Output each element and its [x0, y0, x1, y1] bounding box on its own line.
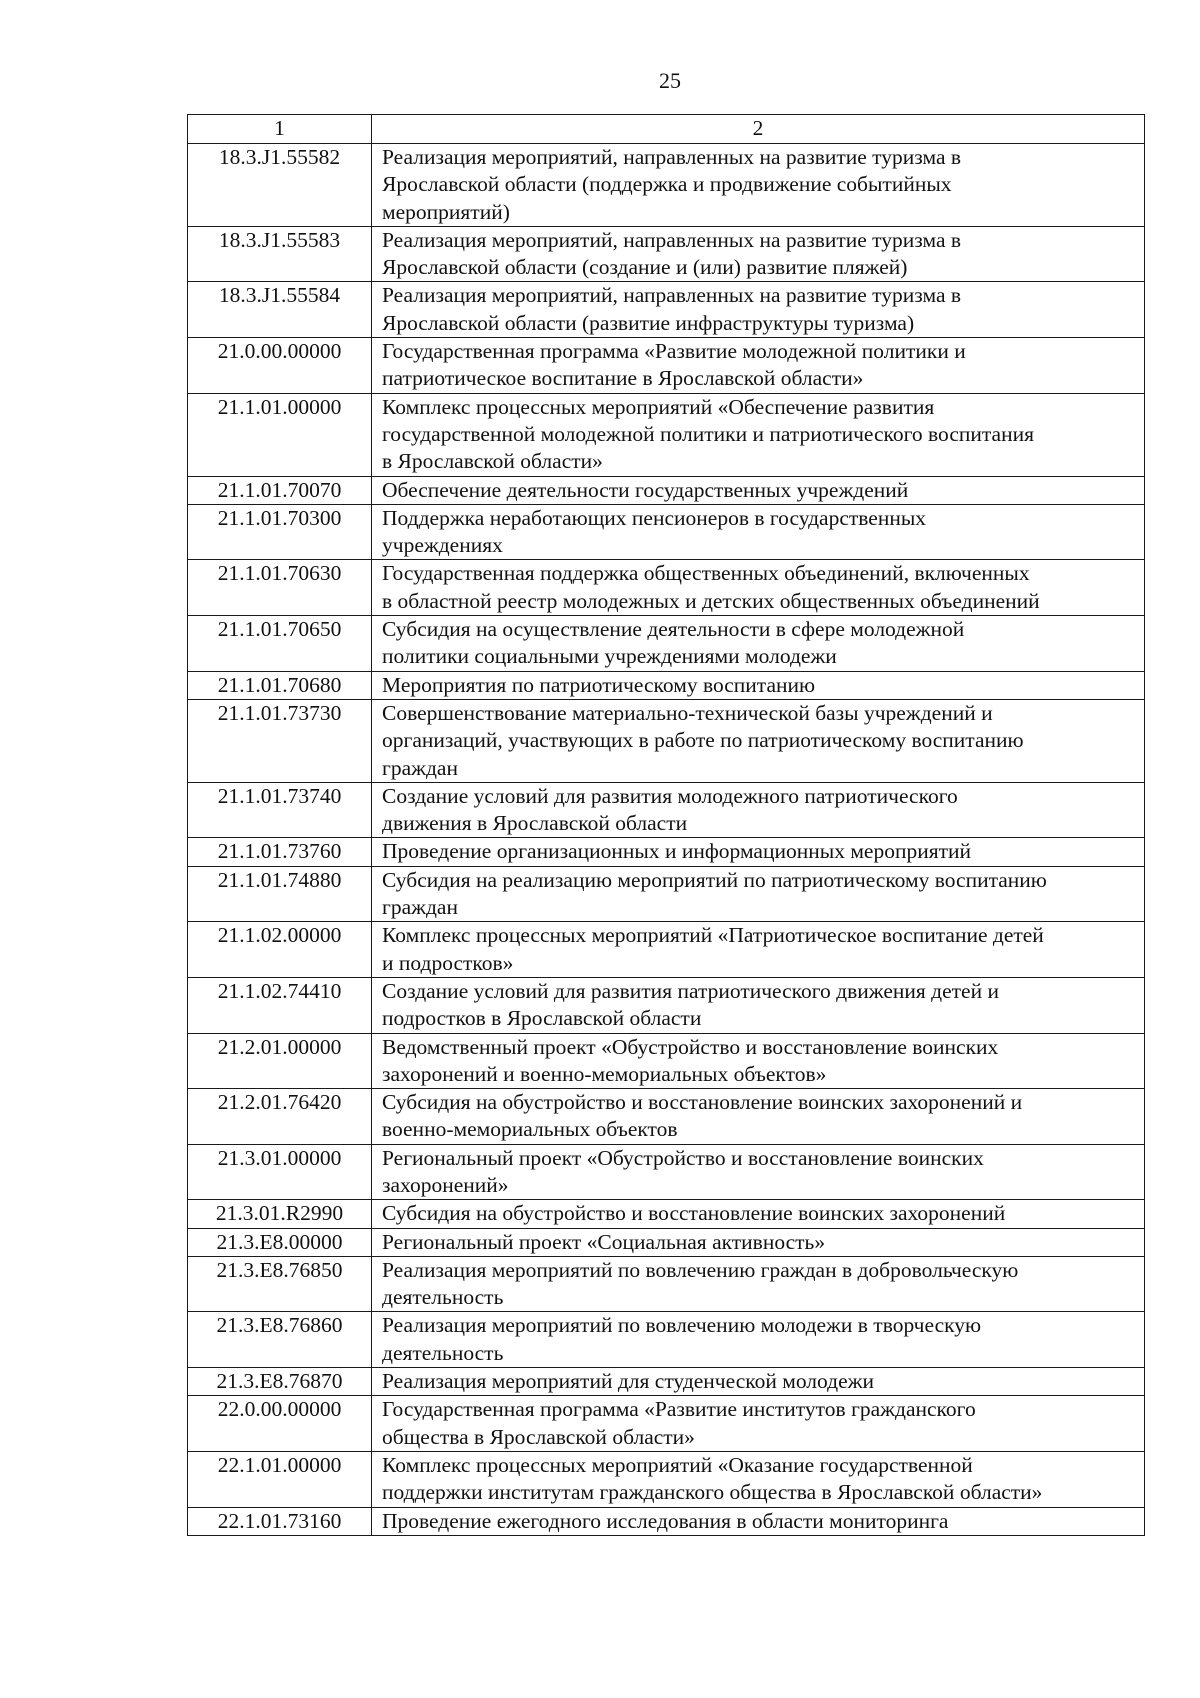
row-name-cell: [372, 782, 1145, 838]
row-code-cell: 21.2.01.00000: [188, 1033, 372, 1089]
table-row: [188, 1368, 1145, 1396]
row-name-line: Комплекс процессных мероприятий «Оказание государственной: [382, 1452, 973, 1477]
row-code-cell: 18.3.J1.55583: [188, 226, 372, 282]
table-row: [188, 1451, 1145, 1507]
row-code-cell: 21.0.00.00000: [188, 338, 372, 394]
table-row: [188, 1228, 1145, 1256]
row-code-cell: 21.3.E8.76850: [188, 1256, 372, 1312]
row-name-cell: [372, 977, 1145, 1033]
row-code-cell: 21.2.01.76420: [188, 1089, 372, 1145]
row-name-line: в Ярославской области»: [382, 449, 603, 474]
row-code-cell: 21.1.01.70300: [188, 504, 372, 560]
row-code-cell: 21.3.01.00000: [188, 1144, 372, 1200]
row-name-line: организаций, участвующих в работе по патриотическому воспитанию: [382, 728, 1024, 753]
row-name-cell: [372, 338, 1145, 394]
table-row: [188, 393, 1145, 476]
row-name-line: граждан: [382, 755, 458, 780]
page-number: 25: [659, 68, 681, 93]
row-code-cell: 21.1.01.70680: [188, 671, 372, 699]
row-code-cell: 22.0.00.00000: [188, 1396, 372, 1452]
table-row: [188, 1507, 1145, 1535]
row-code-cell: 21.1.01.74880: [188, 866, 372, 922]
row-name-cell: [372, 1312, 1145, 1368]
row-name-line: Мероприятия по патриотическому воспитанию: [382, 672, 816, 697]
row-name-cell: [372, 838, 1145, 866]
table-row: [188, 476, 1145, 504]
row-code-cell: 21.3.01.R2990: [188, 1200, 372, 1228]
row-name-line: Ярославской области (создание и (или) развитие пляжей): [382, 255, 908, 280]
row-name-cell: [372, 560, 1145, 616]
row-name-cell: [372, 1396, 1145, 1452]
row-name-line: общества в Ярославской области»: [382, 1424, 695, 1449]
row-name-line: захоронений»: [382, 1172, 509, 1197]
row-name-line: захоронений и военно-мемориальных объектов»: [382, 1061, 827, 1086]
row-name-line: Субсидия на осуществление деятельности в сфере молодежной: [382, 617, 965, 642]
row-name-line: Ведомственный проект «Обустройство и восстановление воинских: [382, 1034, 999, 1059]
table-row: [188, 1396, 1145, 1452]
row-name-line: военно-мемориальных объектов: [382, 1117, 678, 1142]
table-row: [188, 1144, 1145, 1200]
row-code-cell: 21.1.02.00000: [188, 922, 372, 978]
row-name-line: Субсидия на обустройство и восстановление воинских захоронений и: [382, 1090, 1023, 1115]
row-name-cell: [372, 1368, 1145, 1396]
row-name-line: Ярославской области (развитие инфраструктуры туризма): [382, 310, 915, 335]
table-row: [188, 560, 1145, 616]
table-row: [188, 338, 1145, 394]
row-name-line: в областной реестр молодежных и детских общественных объединений: [382, 588, 1040, 613]
row-name-cell: [372, 393, 1145, 476]
row-name-cell: [372, 922, 1145, 978]
column-header-code: 1: [188, 115, 372, 144]
row-name-cell: [372, 1089, 1145, 1145]
row-code-cell: 21.1.02.74410: [188, 977, 372, 1033]
row-name-line: Субсидия на обустройство и восстановление воинских захоронений: [382, 1201, 1006, 1226]
row-code-cell: 21.1.01.70630: [188, 560, 372, 616]
row-code-cell: 21.1.01.73740: [188, 782, 372, 838]
row-name-line: Реализация мероприятий, направленных на развитие туризма в: [382, 283, 962, 308]
table-row: [188, 699, 1145, 782]
row-code-cell: 22.1.01.73160: [188, 1507, 372, 1535]
row-name-line: Региональный проект «Социальная активность»: [382, 1229, 826, 1254]
row-name-cell: [372, 1144, 1145, 1200]
row-name-line: Реализация мероприятий для студенческой молодежи: [382, 1369, 875, 1394]
row-code-cell: 21.1.01.73760: [188, 838, 372, 866]
table-row: [188, 144, 1145, 227]
row-name-line: Проведение организационных и информационных мероприятий: [382, 839, 972, 864]
row-name-line: граждан: [382, 895, 458, 920]
row-name-line: Обеспечение деятельности государственных учреждений: [382, 477, 909, 502]
table-row: [188, 282, 1145, 338]
row-name-line: Реализация мероприятий по вовлечению молодежи в творческую: [382, 1313, 982, 1338]
row-name-line: учреждениях: [382, 533, 503, 558]
row-code-cell: 18.3.J1.55582: [188, 144, 372, 227]
row-name-line: Реализация мероприятий по вовлечению граждан в добровольческую: [382, 1257, 1019, 1282]
row-name-cell: [372, 671, 1145, 699]
row-name-line: Комплекс процессных мероприятий «Обеспечение развития: [382, 394, 935, 419]
row-name-cell: [372, 1228, 1145, 1256]
row-name-line: Создание условий для развития патриотического движения детей и: [382, 978, 999, 1003]
row-name-cell: [372, 144, 1145, 227]
row-name-cell: [372, 282, 1145, 338]
column-header-name: 2: [372, 115, 1145, 144]
table-row: [188, 504, 1145, 560]
row-name-line: патриотическое воспитание в Ярославской области»: [382, 366, 864, 391]
row-name-line: деятельность: [382, 1340, 504, 1365]
table-row: [188, 1200, 1145, 1228]
row-name-line: и подростков»: [382, 950, 514, 975]
row-name-line: Комплекс процессных мероприятий «Патриотическое воспитание детей: [382, 923, 1044, 948]
table-row: [188, 866, 1145, 922]
row-name-line: Государственная программа «Развитие институтов гражданского: [382, 1397, 976, 1422]
table-row: [188, 1312, 1145, 1368]
table-row: [188, 671, 1145, 699]
row-name-cell: [372, 699, 1145, 782]
table-row: [188, 616, 1145, 672]
row-name-cell: [372, 1451, 1145, 1507]
row-name-line: политики социальными учреждениями молодежи: [382, 644, 837, 669]
row-code-cell: 21.1.01.73730: [188, 699, 372, 782]
row-code-cell: 21.1.01.00000: [188, 393, 372, 476]
row-name-line: Государственная программа «Развитие молодежной политики и: [382, 339, 966, 364]
row-name-line: поддержки институтам гражданского общества в Ярославской области»: [382, 1480, 1043, 1505]
table-row: [188, 838, 1145, 866]
row-name-line: Совершенствование материально-технической базы учреждений и: [382, 700, 993, 725]
row-code-cell: 21.3.E8.00000: [188, 1228, 372, 1256]
row-name-line: Ярославской области (поддержка и продвижение событийных: [382, 172, 952, 197]
row-code-cell: 18.3.J1.55584: [188, 282, 372, 338]
table-row: [188, 1256, 1145, 1312]
row-code-cell: 22.1.01.00000: [188, 1451, 372, 1507]
row-name-line: Реализация мероприятий, направленных на развитие туризма в: [382, 145, 962, 169]
row-name-cell: [372, 866, 1145, 922]
row-name-cell: [372, 1033, 1145, 1089]
table-row: [188, 1033, 1145, 1089]
row-name-line: государственной молодежной политики и патриотического воспитания: [382, 421, 1034, 446]
row-name-cell: [372, 616, 1145, 672]
row-code-cell: 21.3.E8.76860: [188, 1312, 372, 1368]
row-name-line: Региональный проект «Обустройство и восстановление воинских: [382, 1145, 984, 1170]
row-name-line: Создание условий для развития молодежного патриотического: [382, 783, 958, 808]
row-name-line: Субсидия на реализацию мероприятий по патриотическому воспитанию: [382, 867, 1047, 892]
budget-code-table: [187, 114, 1145, 1536]
row-name-line: движения в Ярославской области: [382, 811, 688, 836]
row-name-cell: [372, 476, 1145, 504]
row-name-cell: [372, 226, 1145, 282]
table-row: [188, 782, 1145, 838]
row-code-cell: 21.3.E8.76870: [188, 1368, 372, 1396]
row-code-cell: 21.1.01.70650: [188, 616, 372, 672]
row-name-cell: [372, 1200, 1145, 1228]
row-code-cell: 21.1.01.70070: [188, 476, 372, 504]
row-name-line: Поддержка неработающих пенсионеров в государственных: [382, 505, 927, 530]
row-name-line: Государственная поддержка общественных объединений, включенных: [382, 561, 1030, 586]
row-name-cell: [372, 1256, 1145, 1312]
row-name-cell: [372, 504, 1145, 560]
table-row: [188, 1089, 1145, 1145]
row-name-line: деятельность: [382, 1285, 504, 1310]
table-row: [188, 226, 1145, 282]
table-row: [188, 977, 1145, 1033]
table-header-row: [188, 115, 1145, 144]
table-row: [188, 922, 1145, 978]
row-name-line: Проведение ежегодного исследования в области мониторинга: [382, 1508, 949, 1533]
row-name-line: мероприятий): [382, 199, 510, 224]
row-name-line: подростков в Ярославской области: [382, 1006, 702, 1031]
table-body: [188, 144, 1145, 1536]
row-name-cell: [372, 1507, 1145, 1535]
row-name-line: Реализация мероприятий, направленных на развитие туризма в: [382, 227, 962, 252]
